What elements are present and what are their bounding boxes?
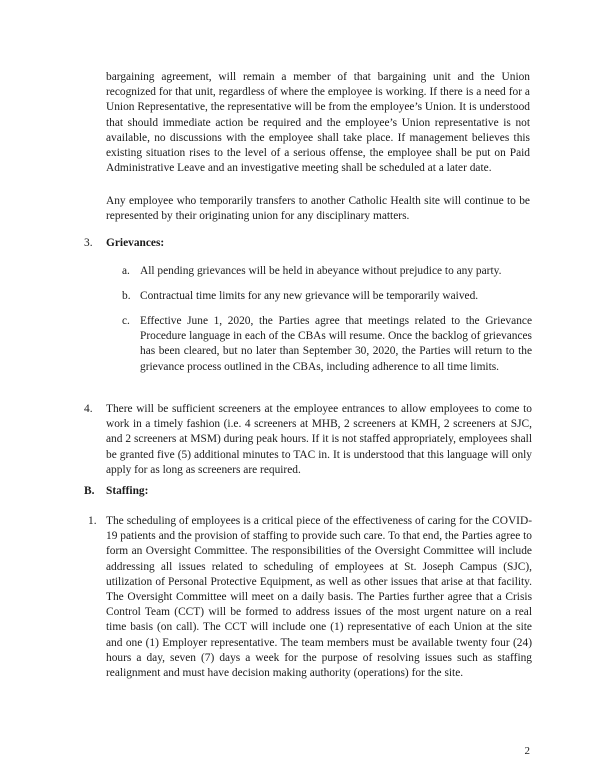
item-3a-label: a. xyxy=(122,265,130,277)
item-3b-label: b. xyxy=(122,290,131,302)
item-3b-text: Contractual time limits for any new grievance will be temporarily waived. xyxy=(140,290,479,302)
staffing-item-1-text: The scheduling of employees is a critical piece of the effectiveness of caring for the COVID-19 patients and the provision of staffing to provide such care. To that end, the Parties agree to form an Oversight Committee. The responsibilities of the Oversight Committee will include addressing all issues related to scheduling of employees at St. Joseph Campus (SJC), utilization of Personal Protective Equipment, as well as other issues that arise at that facility. The Oversight Committee will meet on a daily basis. The Parties further agree that a Crisis Control Team (CCT) will be formed to address issues of the most urgent nature on a real time basis (on call). The CCT will include one (1) representative of each Union at the site and one (1) Employer representative. The team members must be available twenty four (24) hours a day, seven (7) days a week for the purpose of resolving issues such as staffing realignment and must have decision making authority (operations) for the site. xyxy=(106,515,532,680)
item-3a-text: All pending grievances will be held in abeyance without prejudice to any party. xyxy=(140,265,502,277)
item-3c-text: Effective June 1, 2020, the Parties agree that meetings related to the Grievance Procedure language in each of the CBAs will resume. Once the backlog of grievances has been cleared, but no later than September 30, 2020, the Parties will return to the grievance process outlined in the CBAs, including adherence to all time limits. xyxy=(140,315,532,373)
grievances-heading: Grievances: xyxy=(106,237,165,249)
item-3-number: 3. xyxy=(84,237,93,249)
item-4-number: 4. xyxy=(84,403,93,415)
page-number: 2 xyxy=(524,745,530,757)
transfer-paragraph: Any employee who temporarily transfers to another Catholic Health site will continue to be represented by their originating union for any disciplinary matters. xyxy=(106,195,530,223)
staffing-item-1-number: 1. xyxy=(88,515,97,527)
section-b-label: B. xyxy=(84,485,95,497)
item-3c-label: c. xyxy=(122,315,130,327)
item-4-text: There will be sufficient screeners at the employee entrances to allow employees to come to work in a timely fashion (i.e. 4 screeners at MHB, 2 screeners at KMH, 2 screeners at SJC, and 2 screeners at MSM) during peak hours. If it is not staffed appropriately, employees shall be granted five (5) additional minutes to TAC in. It is understood that this language will only apply for as long as screeners are required. xyxy=(106,403,532,476)
continuation-paragraph: bargaining agreement, will remain a member of that bargaining unit and the Union recognized for that unit, regardless of where the employee is working. If there is a need for a Union Representative, the representative will be from the employee’s Union. It is understood that should immediate action be required and the employee’s Union representative is not available, no discussions with the employee shall take place. If management believes this existing situation rises to the level of a serious offense, the employee shall be put on Paid Administrative Leave and an investigative meeting shall be scheduled at a later date. xyxy=(106,71,530,175)
staffing-heading: Staffing: xyxy=(106,485,149,497)
